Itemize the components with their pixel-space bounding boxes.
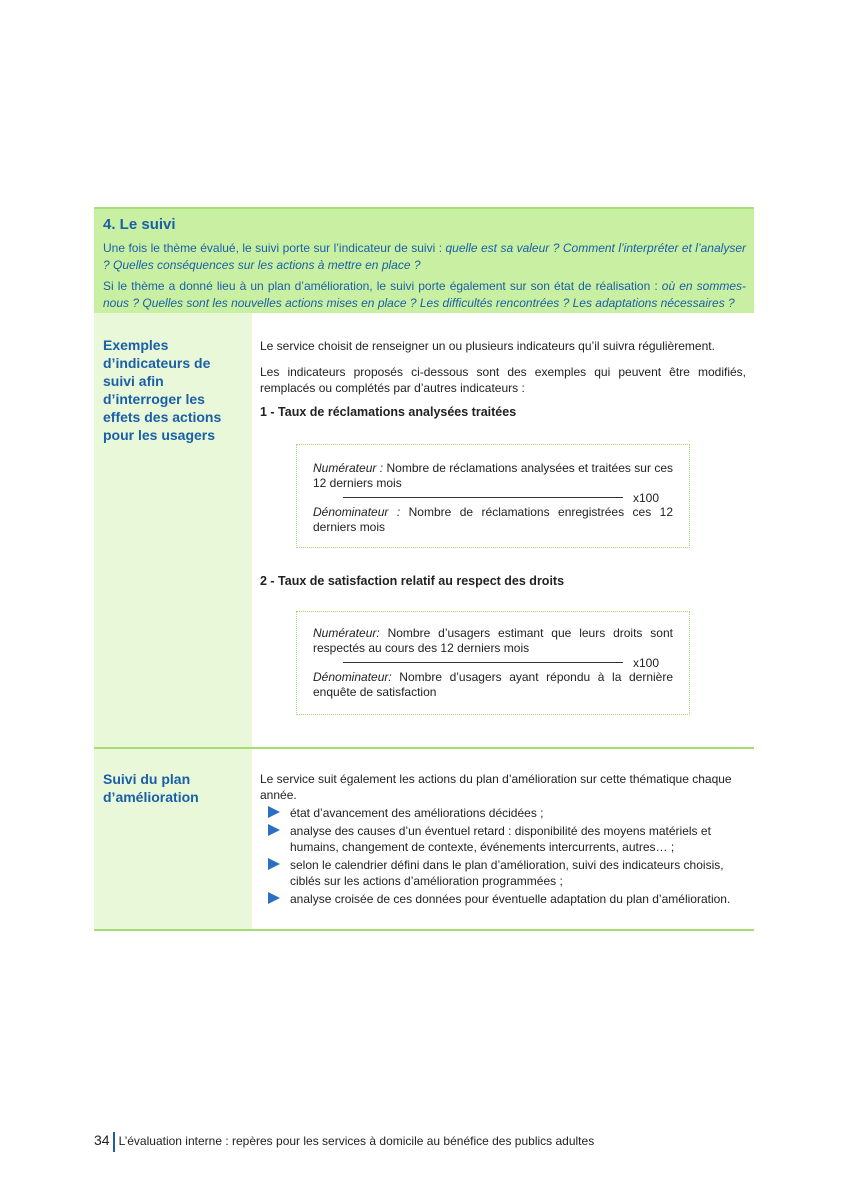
list-item [260, 891, 746, 907]
denominator-label: Dénominateur : [313, 505, 401, 519]
intro-1-questions: quelle est sa valeur ? Comment l’interpréter et l’analyser ? Quelles conséquences sur les actions à mettre en place ? [103, 241, 746, 272]
numerator-label: Numérateur: [313, 626, 380, 640]
list-item-text: analyse des causes d’un éventuel retard : disponibilité des moyens matériels et humains, changement de contexte, événements intercurrents, autres… ; [290, 824, 711, 854]
list-item-text: état d’avancement des améliorations décidées ; [290, 806, 544, 820]
row1-paragraph-1: Le service choisit de renseigner un ou plusieurs indicateurs qu’il suivra régulièrement. [260, 339, 715, 353]
page-footer [94, 1131, 594, 1152]
row2-heading: Suivi du plan d’amélioration [103, 771, 199, 805]
denominator-text: Nombre d’usagers ayant répondu à la dernière enquête de satisfaction [313, 670, 673, 699]
list-item [260, 857, 746, 889]
row2-intro: Le service suit également les actions du plan d’amélioration sur cette thématique chaque année. [260, 772, 732, 802]
footer-separator [113, 1132, 115, 1152]
intro-1-text: Une fois le thème évalué, le suivi porte sur l’indicateur de suivi : [103, 241, 446, 255]
denominator-text: Nombre de réclamations enregistrées ces 12 derniers mois [313, 505, 673, 534]
row-divider-2 [94, 929, 754, 931]
numerator-label: Numérateur : [313, 461, 384, 475]
row1-paragraph-2: Les indicateurs proposés ci-dessous sont des exemples qui peuvent être modifiés, remplacés ou complétés par d’autres indicateurs : [260, 365, 746, 395]
row1-label-cell [94, 313, 252, 747]
indicator-1-fraction-line [313, 491, 673, 505]
section-intro-2 [103, 278, 746, 312]
section-intro-1 [103, 240, 746, 274]
list-item-text: analyse croisée de ces données pour éventuelle adaptation du plan d’amélioration. [290, 892, 731, 906]
indicator-1-title: 1 - Taux de réclamations analysées traitées [260, 405, 517, 419]
indicator-2-heading-wrap [260, 573, 746, 589]
arrow-bullet-icon [268, 858, 280, 870]
indicator-2-formula-box [296, 611, 690, 715]
intro-2-questions: où en sommes-nous ? Quelles sont les nouvelles actions mises en place ? Les difficultés rencontrées ? Les adaptations nécessaires ? [103, 279, 746, 310]
intro-2-text: Si le thème a donné lieu à un plan d’amélioration, le suivi porte également sur son état de réalisation : [103, 279, 662, 293]
row2-label-cell [94, 749, 252, 929]
section-header [94, 207, 754, 313]
arrow-bullet-icon [268, 824, 280, 836]
multiplier: x100 [633, 491, 660, 505]
improvement-list [260, 805, 746, 907]
list-item [260, 823, 746, 855]
row1-heading: Exemples d’indicateurs de suivi afin d’interroger les effets des actions pour les usagers [103, 337, 222, 443]
section-title: 4. Le suivi [103, 216, 176, 233]
fraction-bar [343, 662, 623, 663]
numerator-text: Nombre d’usagers estimant que leurs droits sont respectés au cours des 12 derniers mois [313, 626, 673, 655]
indicator-2-fraction-line [313, 656, 673, 670]
multiplier: x100 [633, 656, 660, 670]
list-item [260, 805, 746, 821]
fraction-bar [343, 497, 623, 498]
footer-title: L’évaluation interne : repères pour les services à domicile au bénéfice des publics adultes [118, 1134, 595, 1148]
indicator-2-numerator [313, 626, 673, 656]
row1-content [260, 338, 746, 420]
arrow-bullet-icon [268, 806, 280, 818]
indicator-1-formula-box [296, 444, 690, 548]
denominator-label: Dénominateur: [313, 670, 392, 684]
indicator-1-denominator [313, 505, 673, 535]
indicator-2-denominator [313, 670, 673, 700]
numerator-text: Nombre de réclamations analysées et traitées sur ces 12 derniers mois [313, 461, 674, 490]
indicator-2-title: 2 - Taux de satisfaction relatif au respect des droits [260, 574, 565, 588]
indicator-1-numerator [313, 461, 673, 491]
row2-content [260, 771, 746, 909]
arrow-bullet-icon [268, 892, 280, 904]
list-item-text: selon le calendrier défini dans le plan d’amélioration, suivi des indicateurs choisis, ciblés sur les actions d’amélioration programmées ; [290, 858, 724, 888]
page-number: 34 [94, 1132, 110, 1148]
